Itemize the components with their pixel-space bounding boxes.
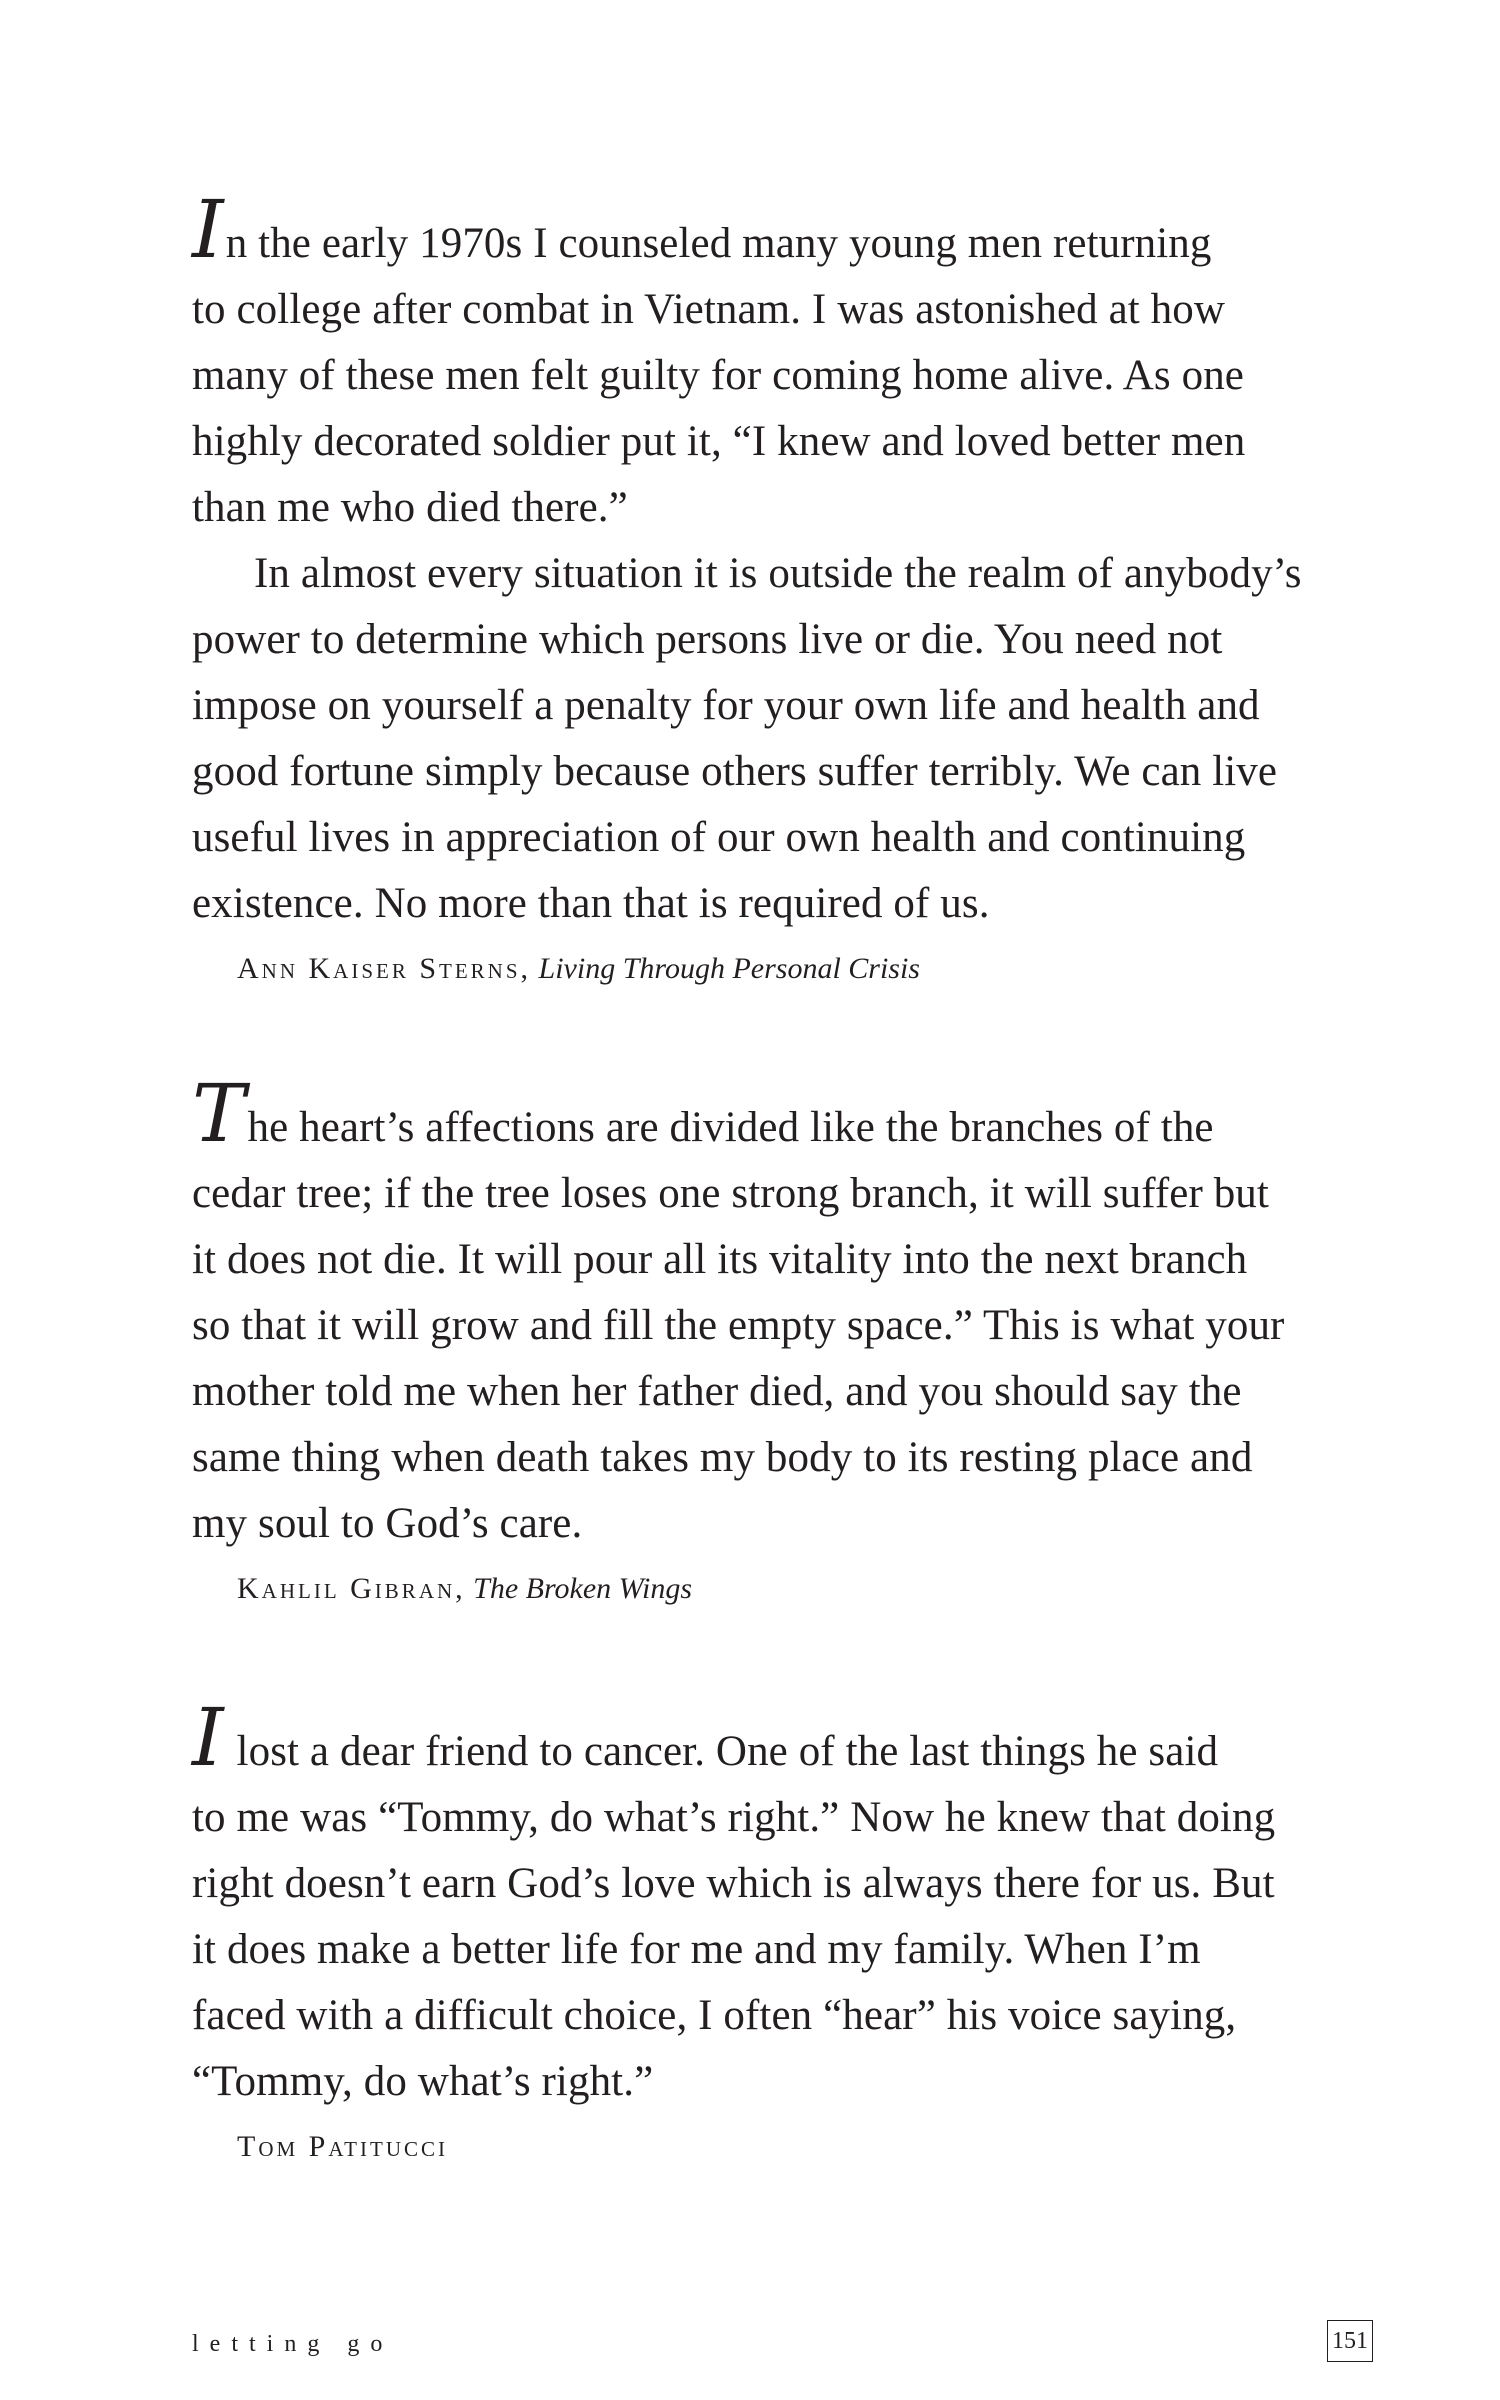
- drop-cap: I: [192, 1691, 224, 1784]
- quote-paragraph: In almost every situation it is outside the realm of anybody’s power to determine which persons live or die. You need not impose on yourself a penalty for your own life and health and good fortune simply because others suffer terribly. We can live useful lives in appreciation of our own health and continuing existence. No more than that is required of us.: [192, 550, 1302, 927]
- quote-paragraph: [192, 1691, 1382, 2115]
- attribution: [192, 1567, 1382, 1611]
- quote-entry-sterns: [192, 183, 1382, 991]
- attribution: [192, 947, 1382, 991]
- author-name: Ann Kaiser Sterns,: [237, 952, 532, 985]
- source-title: The Broken Wings: [473, 1572, 693, 1605]
- source-title: Living Through Personal Crisis: [538, 952, 920, 985]
- drop-cap: T: [192, 1067, 246, 1160]
- page-number: 151: [1327, 2320, 1373, 2362]
- paragraph-text: n the early 1970s I counseled many young men returning to college after combat in Vietnam. I was astonished at how many of these men felt guilty for coming home alive. As one highly decorated soldier put it, “I knew and loved better men than me who died there.”: [192, 220, 1246, 531]
- drop-cap: I: [192, 183, 224, 276]
- quote-entry-gibran: [192, 1067, 1382, 1611]
- paragraph-text: lost a dear friend to cancer. One of the last things he said to me was “Tommy, do what’s right.” Now he knew that doing right doesn’t earn God’s love which is always there for us. But it does make a better life for me and my family. When I’m faced with a difficult choice, I often “hear” his voice saying, “Tommy, do what’s right.”: [192, 1728, 1276, 2105]
- quote-paragraph: [192, 183, 1382, 541]
- attribution: [192, 2125, 1382, 2169]
- author-name: Tom Patitucci: [237, 2130, 449, 2163]
- author-name: Kahlil Gibran,: [237, 1572, 466, 1605]
- paragraph-text: he heart’s affections are divided like the branches of the cedar tree; if the tree loses one strong branch, it will suffer but it does not die. It will pour all its vitality into the next branch so that it will grow and fill the empty space.” This is what your mother told me when her father died, and you should say the same thing when death takes my body to its resting place and my soul to God’s care.: [192, 1104, 1285, 1547]
- quote-entry-patitucci: [192, 1691, 1382, 2169]
- running-footer-title: letting go: [192, 2331, 394, 2357]
- quote-paragraph: [192, 1067, 1382, 1557]
